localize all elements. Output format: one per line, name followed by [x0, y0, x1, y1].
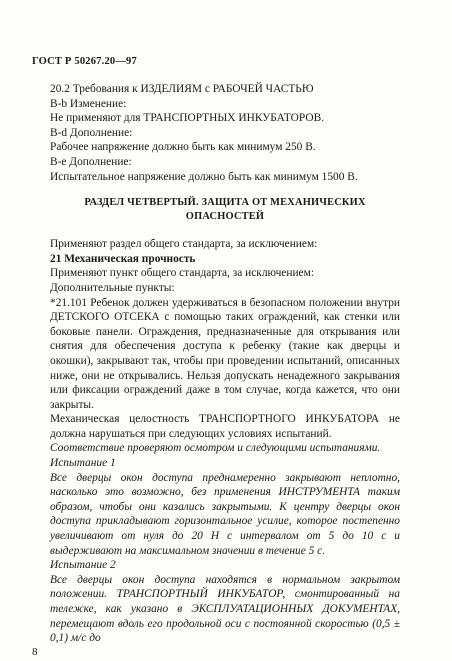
- clause-be: В-е Дополнение:: [50, 155, 132, 168]
- subsection-heading: 21 Механическая прочность: [50, 252, 196, 265]
- test-1-heading: Испытание 1: [50, 457, 116, 470]
- test-2-heading: Испытание 2: [50, 559, 116, 572]
- paragraph: Механическая целостность ТРАНСПОРТНОГО ИНКУБАТОРА не должна нарушаться при следующих условиях испытаний.: [50, 413, 400, 440]
- document-header: ГОСТ Р 50267.20—97: [32, 56, 137, 67]
- compliance-note: Соответствие проверяют осмотром и следующими испытаниями.: [50, 442, 381, 455]
- clause-bd-text: Рабочее напряжение должно быть как минимум 250 В.: [50, 141, 316, 154]
- clause-bb-text: Не применяют для ТРАНСПОРТНЫХ ИНКУБАТОРОВ.: [50, 112, 325, 125]
- clause-bb: В-b Изменение:: [50, 97, 127, 110]
- page-content: [50, 82, 400, 646]
- test-2-text: Все дверцы окон доступа находятся в нормальном закрытом положении. ТРАНСПОРТНЫЙ ИНКУБАТОР, смонтированный на тележке, как указано в ЭКСПЛУАТАЦИОННЫХ ДОКУМЕНТАХ, перемещают вдоль его продольной оси с постоянной скоростью (0,5 ± 0,1) м/с до: [50, 573, 400, 645]
- section-title-line-2: ОПАСНОСТЕЙ: [185, 210, 265, 222]
- section-title-line-1: РАЗДЕЛ ЧЕТВЕРТЫЙ. ЗАЩИТА ОТ МЕХАНИЧЕСКИХ: [84, 197, 366, 209]
- section-title: [50, 196, 400, 223]
- paragraph: Применяют раздел общего стандарта, за исключением:: [50, 238, 318, 251]
- clause-20-2: 20.2 Требования к ИЗДЕЛИЯМ с РАБОЧЕЙ ЧАСТЬЮ: [50, 83, 314, 95]
- page-number: 8: [32, 646, 38, 658]
- paragraph: Дополнительные пункты:: [50, 281, 175, 294]
- paragraph: Применяют пункт общего стандарта, за исключением:: [50, 267, 314, 280]
- clause-bd: В-d Дополнение:: [50, 126, 133, 139]
- test-1-text: Все дверцы окон доступа преднамеренно закрывают неплотно, насколько это возможно, без применения ИНСТРУМЕНТА таким образом, чтобы они казались закрытыми. К центру дверцы окон доступа прикладывают горизонтальное усилие, которое постепенно увеличивают от нуля до 20 Н с интервалом от 5 до 10 с и выдерживают на максимальном значении в течение 5 с.: [50, 471, 400, 557]
- clause-21-101: *21.101 Ребенок должен удерживаться в безопасном положении внутри ДЕТСКОГО ОТСЕКА с помощью таких ограждений, как стенки или боковые панели. Ограждения, предназначенные для открывания или снятия для обеспечения доступа к ребенку (такие как дверцы и окошки), закрывают так, чтобы при проведении испытаний, описанных ниже, они не открывались. Нельзя допускать ненадежного закрывания или фиксации ограждений даже в том случае, когда кажется, что они закрыты.: [50, 296, 400, 411]
- clause-be-text: Испытательное напряжение должно быть как минимум 1500 В.: [50, 170, 358, 183]
